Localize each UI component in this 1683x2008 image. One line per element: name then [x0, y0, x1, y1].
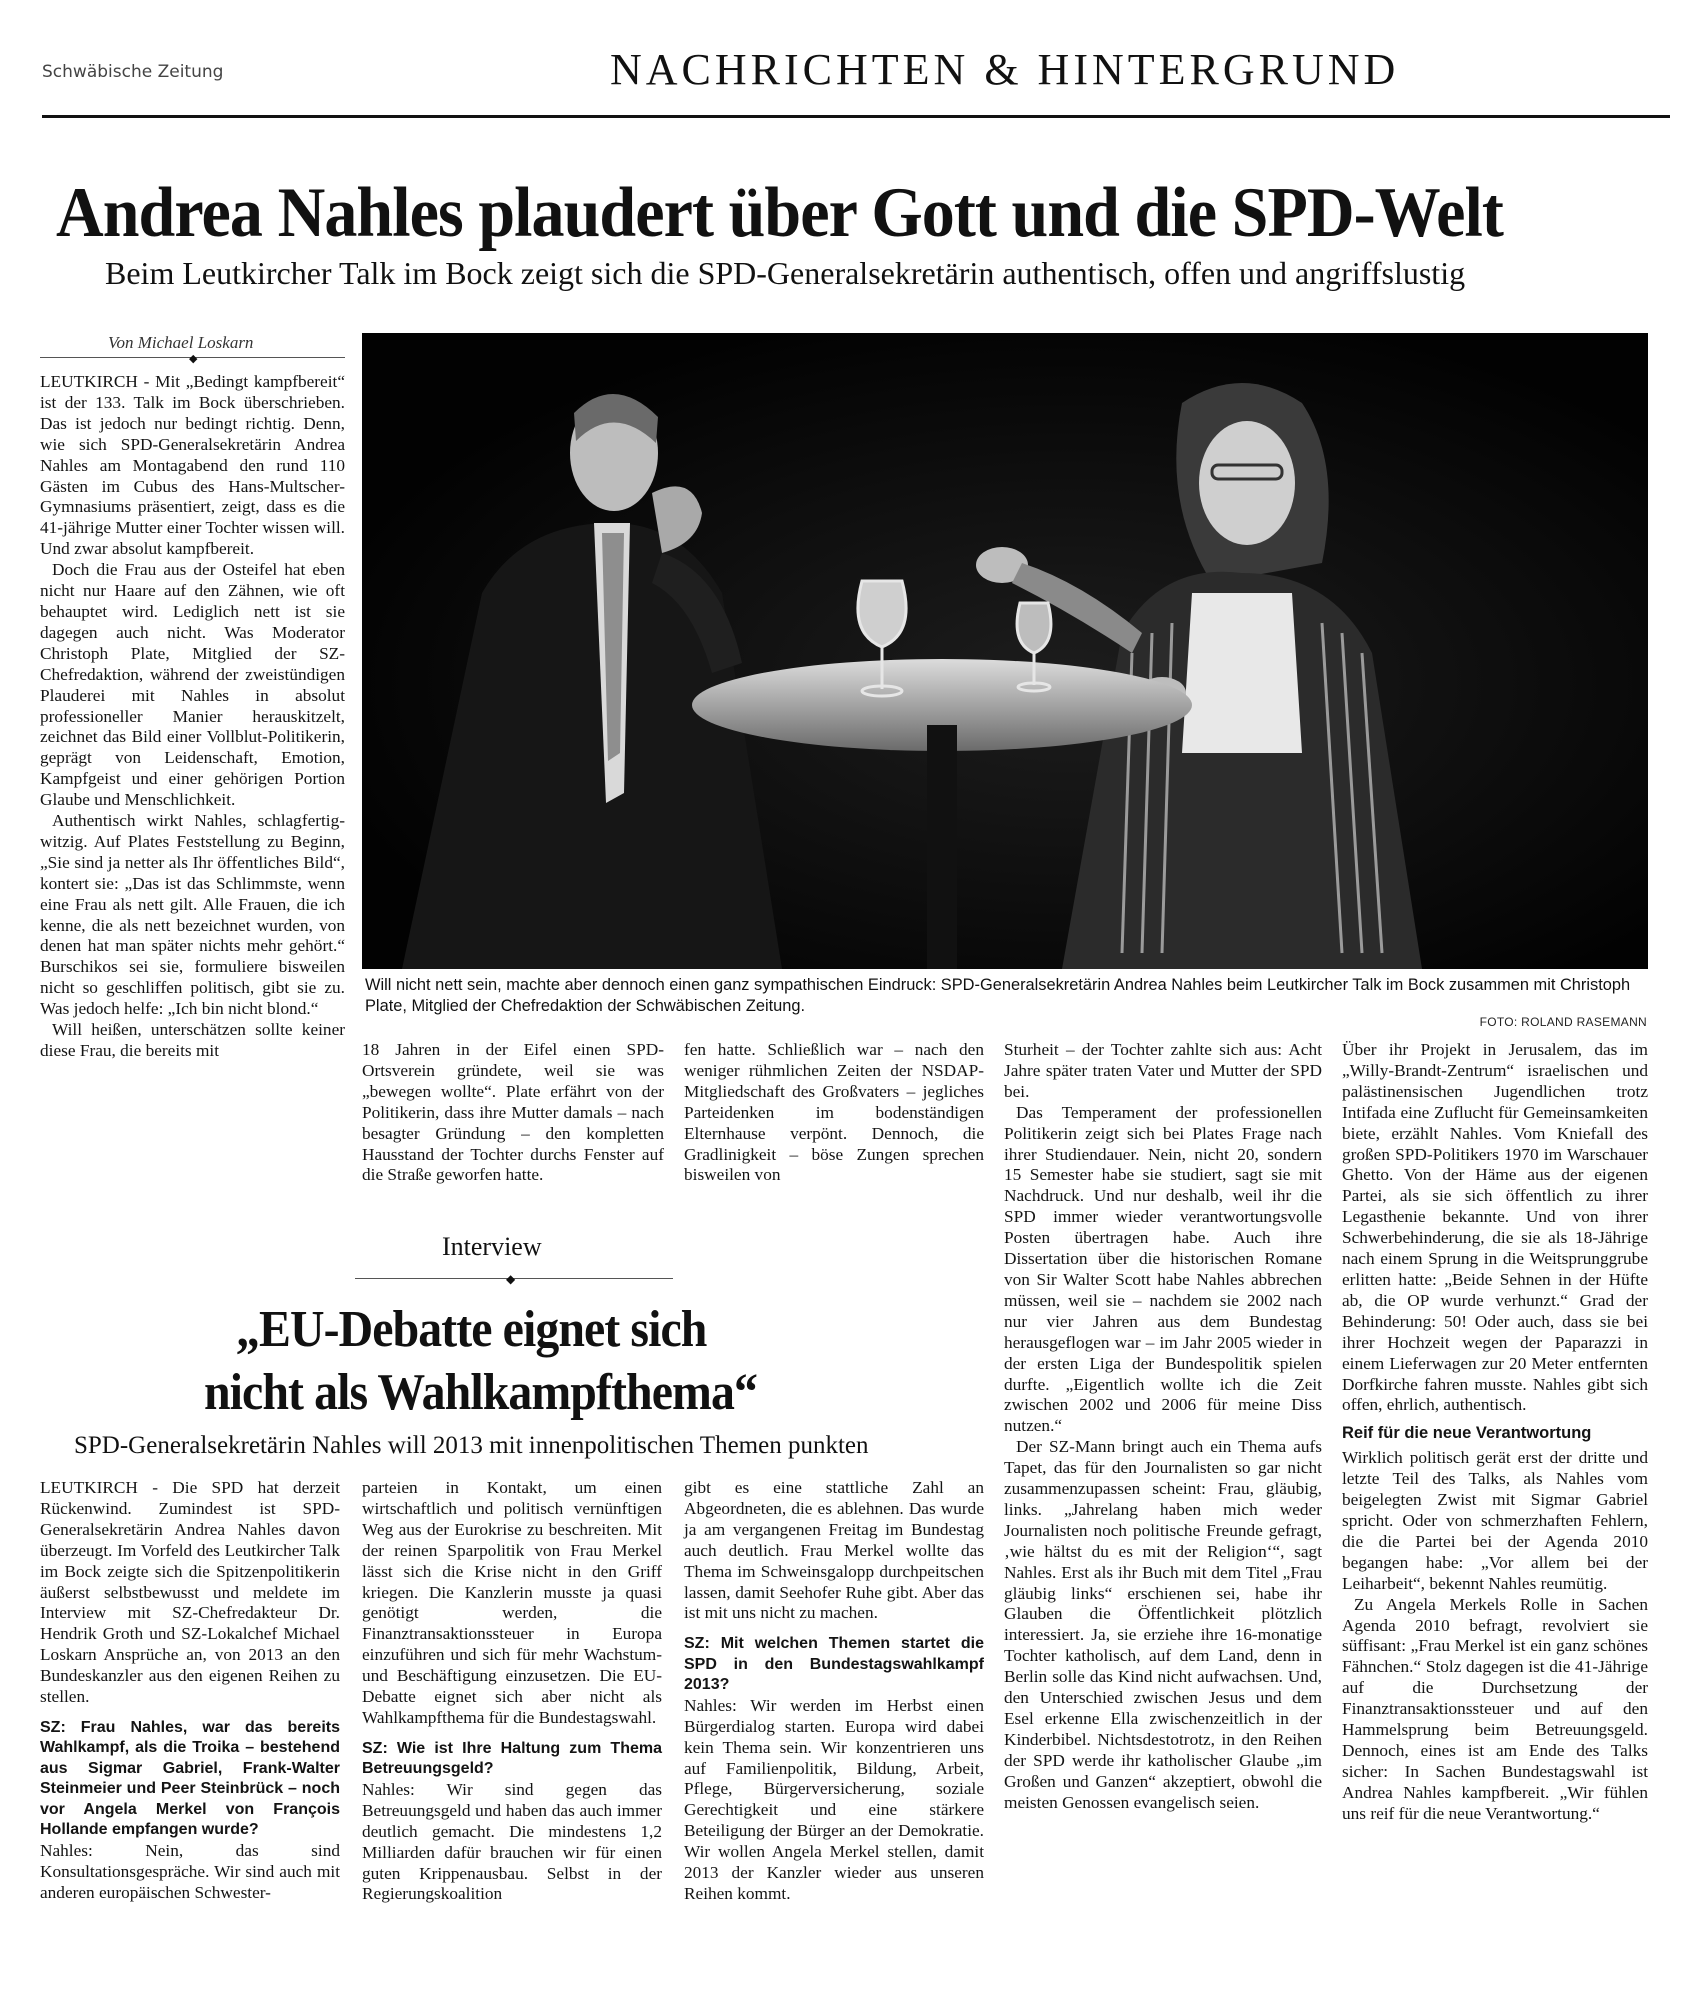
- interview-column-3: [684, 1478, 984, 1905]
- header-divider: [42, 115, 1670, 118]
- interview-label: Interview: [442, 1232, 542, 1261]
- interview-question: SZ: Frau Nahles, war das bereits Wahlkampf, als die Troika – bestehend aus Sigmar Gabriel, Frank-Walter Steinmeier und Peer Steinbrück – noch vor Angela Merkel von François Hollande empfangen wurde?: [40, 1718, 340, 1839]
- interview-column-1: [40, 1478, 340, 1904]
- paragraph: Zu Angela Merkels Rolle in Sachen Agenda 2010 befragt, revolviert sie süffisant: „Frau Merkel ist ein ganz schönes Fähnchen.“ Stolz dagegen ist die 41-Jährige auf die Durchsetzung der Finanztransaktionssteuer und auf den Hammelsprung beim Betreuungsgeld. Dennoch, eines ist am Ende des Talks sicher: In Sachen Bundestagswahl ist Andrea Nahles kampfbereit. „Wir fühlen uns reif für die neue Verantwortung.“: [1342, 1594, 1648, 1823]
- paragraph: Authentisch wirkt Nahles, schlagfertig-witzig. Auf Plates Feststellung zu Beginn, „Sie sind ja netter als Ihr öffentliches Bild“, kontert sie: „Das ist das Schlimmste, wenn eine Frau als nett gilt. Alle Frauen, die ich kenne, die als nett bezeichnet wurden, von denen hat man später nichts mehr gehört.“ Burschikos sei sie, formuliere bisweilen nicht so geschliffen politisch, gibt sie zu. Was jedoch helfe: „Ich bin nicht blond.“: [40, 811, 345, 1019]
- interview-title-line-2: nicht als Wahlkampfthema“: [204, 1364, 757, 1421]
- interview-column-2: [362, 1478, 662, 1905]
- article-column-5: [1342, 1040, 1648, 1825]
- interview-answer: Nahles: Nein, das sind Konsultationsgespräche. Wir sind auch mit anderen europäischen Schwester-: [40, 1840, 340, 1902]
- article-subheadline: Beim Leutkircher Talk im Bock zeigt sich die SPD-Generalsekretärin authentisch, offen und angriffslustig: [105, 255, 1466, 291]
- interview-question: SZ: Wie ist Ihre Haltung zum Thema Betreuungsgeld?: [362, 1739, 662, 1778]
- paragraph: LEUTKIRCH - Mit „Bedingt kampfbereit“ ist der 133. Talk im Bock überschrieben. Das ist jedoch nur bedingt richtig. Denn, wie sich SPD-Generalsekretärin Andrea Nahles am Montagabend den rund 110 Gästen im Cubus des Hans-Multscher-Gymnasiums präsentiert, zeigt, dass es die 41-jährige Mutter einer Tochter wissen will. Und zwar absolut kampfbereit.: [40, 372, 345, 559]
- paragraph: Der SZ-Mann bringt auch ein Thema aufs Tapet, das für den Journalisten so gar nicht zusammenzupassen scheint: Frau, gläubig, links. „Jahrelang haben mich weder Journalisten noch politische Freunde gefragt, ‚wie hältst du es mit der Religion‘“, sagt Nahles. Erst als ihr Buch mit dem Titel „Frau gläubig links“ erschienen sei, habe ihr Glauben die Öffentlichkeit plötzlich interessiert. Ja, sie erziehe ihre 16-monatige Tochter katholisch, auf dem Land, denn in Berlin solle das Kind nicht aufwachsen. Und, den Unterschied zwischen Jesus und dem Esel erkenne Ella zwischenzeitlich in der Kinderbibel. Nichtsdestotrotz, in den Reihen der SPD werde ihr katholischer Glaube „im Großen und Ganzen“ akzeptiert, obwohl die meisten Genossen evangelisch seien.: [1004, 1437, 1322, 1812]
- paragraph: LEUTKIRCH - Die SPD hat derzeit Rückenwind. Zumindest ist SPD-Generalsekretärin Andrea Nahles davon überzeugt. Im Vorfeld des Leutkircher Talk im Bock zeigte sich die Spitzenpolitikerin äußerst selbstbewusst und meldete im Interview mit SZ-Chefredakteur Dr. Hendrik Groth und SZ-Lokalchef Michael Loskarn Ansprüche an, von 2013 an den Bundeskanzler aus den eigenen Reihen zu stellen.: [40, 1478, 340, 1707]
- interview-title-line-1: „EU-Debatte eignet sich: [236, 1301, 707, 1358]
- article-column-2: [362, 1040, 664, 1186]
- talk-photo-illustration: [362, 333, 1648, 969]
- newspaper-name: Schwäbische Zeitung: [42, 62, 224, 82]
- paragraph: parteien in Kontakt, um einen wirtschaftlich und politisch vernünftigen Weg aus der Eurokrise zu beschreiten. Mit der reinen Sparpolitik von Frau Merkel lässt sich die Krise nicht in den Griff kriegen. Die Kanzlerin musste ja quasi genötigt werden, die Finanztransaktionssteuer in Europa einzuführen und sich für mehr Wachstum- und Beschäftigung einzusetzen. Die EU-Debatte eignet sich aber nicht als Wahlkampfthema für die Bundestagswahl.: [362, 1478, 662, 1727]
- photo-credit: FOTO: ROLAND RASEMANN: [1479, 1015, 1647, 1029]
- interview-subtitle: SPD-Generalsekretärin Nahles will 2013 mit innenpolitischen Themen punkten: [74, 1432, 869, 1459]
- interview-answer: Nahles: Wir werden im Herbst einen Bürgerdialog starten. Europa wird dabei kein Thema sein. Wir konzentrieren uns auf Familienpolitik, Bildung, Arbeit, Pflege, Bürgerversicherung, soziale Gerechtigkeit und eine stärkere Beteiligung der Bürger an der Demokratie. Wir wollen Angela Merkel stellen, damit 2013 der Kanzler wieder aus unseren Reihen kommt.: [684, 1695, 984, 1903]
- paragraph: Wirklich politisch gerät erst der dritte und letzte Teil des Talks, als Nahles vom beigelegten Zwist mit Sigmar Gabriel spricht. Oder von schmerzhaften Fehlern, die die Partei bei der Agenda 2010 begangen habe: „Vor allem bei der Leiharbeit“, bekennt Nahles reumütig.: [1342, 1448, 1648, 1593]
- paragraph: Über ihr Projekt in Jerusalem, das im „Willy-Brandt-Zentrum“ israelischen und palästinensischen Jugendlichen trotz Intifada eine Zuflucht für Gemeinsamkeiten biete, erzählt Nahles. Vom Kniefall des großen SPD-Politikers 1970 im Warschauer Ghetto. Von der Häme aus der eigenen Partei, als sie sich öffentlich zu ihrer Legasthenie bekannte. Und von ihrer Schwerbehinderung, die sie als 18-Jährige nach einem Sprung in die Weitsprunggrube erlitten hatte: „Beide Sehnen in der Hüfte ab, die OP wurde verhunzt.“ Grad der Behinderung: 50! Oder auch, dass sie bei ihrer Hochzeit wegen der Paparazzi in einem Lieferwagen zur 20 Meter entfernten Dorfkirche fahren musste. Nahles gibt sich offen, ehrlich, authentisch.: [1342, 1040, 1648, 1415]
- section-title: NACHRICHTEN & HINTERGRUND: [610, 45, 1400, 94]
- photo-caption: Will nicht nett sein, machte aber dennoch einen ganz sympathischen Eindruck: SPD-Generalsekretärin Andrea Nahles beim Leutkircher Talk im Bock zusammen mit Christoph Plate, Mitglied der Chefredaktion der Schwäbischen Zeitung.: [365, 976, 1631, 1015]
- byline: Von Michael Loskarn: [108, 333, 254, 352]
- interview-question: SZ: Mit welchen Themen startet die SPD in den Bundestagswahlkampf 2013?: [684, 1635, 984, 1694]
- article-photo: [362, 333, 1648, 969]
- article-column-3: [684, 1040, 984, 1186]
- paragraph: Das Temperament der professionellen Politikerin zeigt sich bei Plates Frage nach ihrer Studiendauer. Nein, nicht 20, sondern 15 Semester habe sie studiert, sagt sie mit Nachdruck. Und nur deshalb, weil ihr die SPD immer wieder verantwortungsvolle Posten übertragen habe. Auch ihre Dissertation über die historischen Romane von Sir Walter Scott habe Nahles abbrechen müssen, weil sie – nachdem sie 2002 nach nur vier Jahren aus dem Bundestag herausgeflogen war – im Jahr 2005 wieder in der ersten Liga der Bundespolitik spielen durfte. „Eigentlich wollte ich die Zeit zwischen 2002 und 2006 für meine Diss nutzen.“: [1004, 1102, 1322, 1436]
- article-subhead: Reif für die neue Verantwortung: [1342, 1424, 1592, 1443]
- paragraph: Sturheit – der Tochter zahlte sich aus: Acht Jahre später traten Vater und Mutter der SPD bei.: [1004, 1040, 1322, 1101]
- divider-ornament: ◆: [506, 1272, 516, 1286]
- article-column-1: [40, 372, 345, 1062]
- interview-answer: Nahles: Wir sind gegen das Betreuungsgeld und haben das auch immer deutlich gemacht. Die mindestens 1,2 Milliarden dafür brauchen wir für einen guten Krippenausbau. Selbst in der Regierungskoalition: [362, 1779, 662, 1904]
- article-column-4: [1004, 1040, 1322, 1814]
- paragraph: fen hatte. Schließlich war – nach den weniger rühmlichen Zeiten der NSDAP-Mitgliedschaft des Großvaters – jegliches Parteidenken im bodenständigen Elternhause verpönt. Dennoch, die Gradlinigkeit – böse Zungen sprechen bisweilen von: [684, 1040, 984, 1185]
- divider-ornament: ◆: [189, 352, 198, 365]
- paragraph: 18 Jahren in der Eifel einen SPD-Ortsverein gründete, weil sie was „bewegen wollte“. Plate erfährt von der Politikerin, dass ihre Mutter damals – nach besagter Gründung – den kompletten Hausstand der Tochter durchs Fenster auf die Straße geworfen hatte.: [362, 1040, 664, 1185]
- paragraph: Doch die Frau aus der Osteifel hat eben nicht nur Haare auf den Zähnen, wie oft behauptet wird. Lediglich nett ist sie dagegen auch nicht. Was Moderator Christoph Plate, Mitglied der SZ-Chefredaktion, während der zweistündigen Plauderei mit Nahles in absolut professioneller Manier herauskitzelt, zeichnet das Bild einer Vollblut-Politikerin, geprägt von Leidenschaft, Emotion, Kampfgeist und einer gehörigen Portion Glaube und Menschlichkeit.: [40, 560, 345, 810]
- paragraph: gibt es eine stattliche Zahl an Abgeordneten, die es ablehnen. Das wurde ja am vergangenen Freitag im Bundestag auch deutlich. Frau Merkel wollte das Thema im Schweinsgalopp durchpeitschen lassen, damit Seehofer Ruhe gibt. Aber das ist mit uns nicht zu machen.: [684, 1478, 984, 1623]
- article-headline: Andrea Nahles plaudert über Gott und die SPD-Welt: [56, 174, 1503, 252]
- paragraph: Will heißen, unterschätzen sollte keiner diese Frau, die bereits mit: [40, 1020, 345, 1060]
